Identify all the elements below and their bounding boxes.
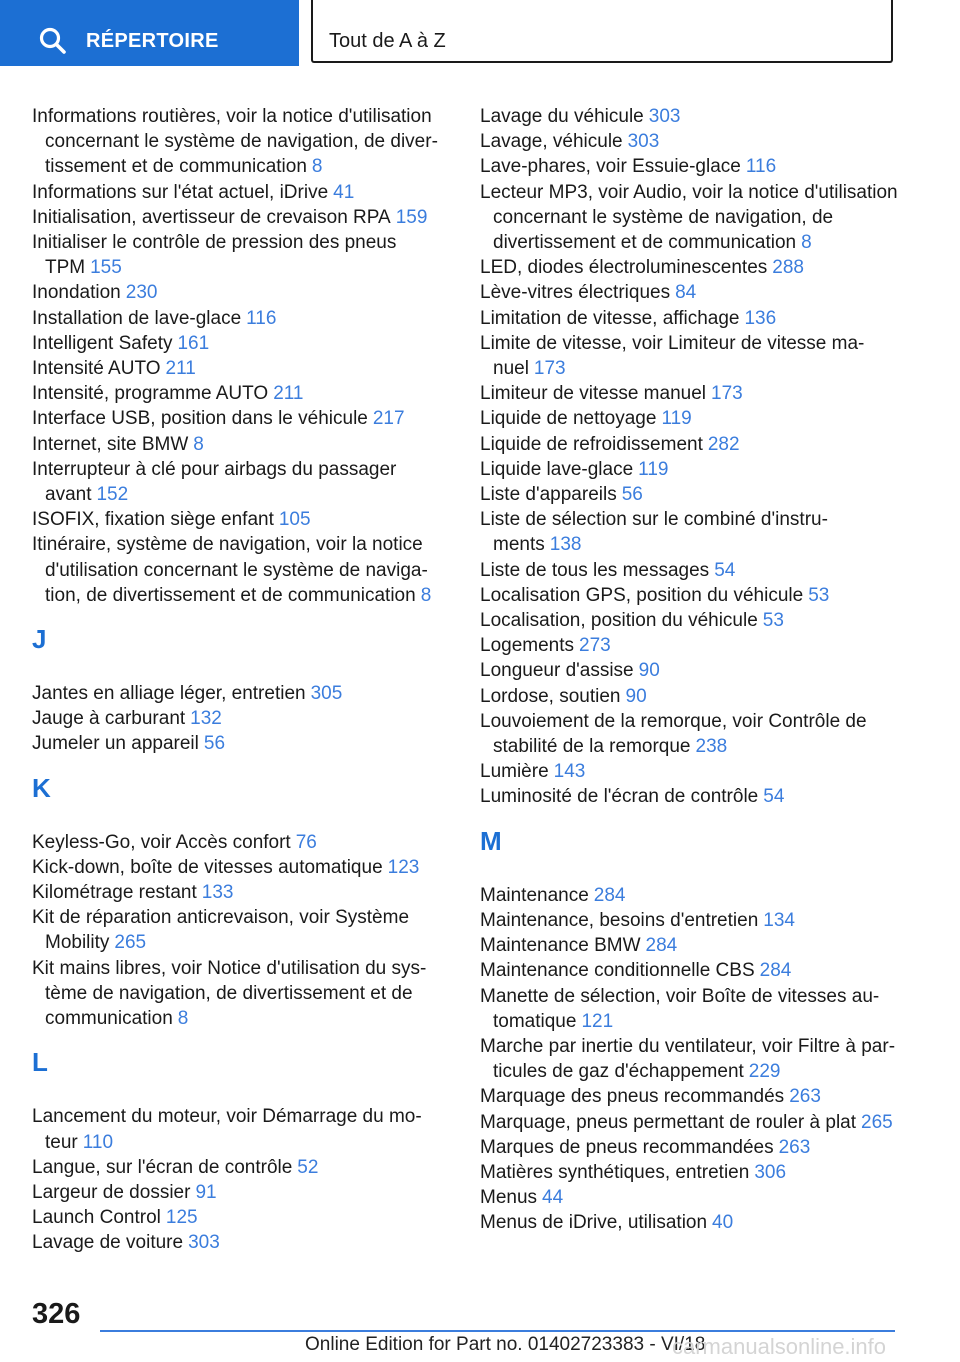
index-entry bbox=[480, 1034, 900, 1084]
index-entry bbox=[480, 933, 900, 958]
page-link[interactable]: 76 bbox=[295, 831, 317, 853]
index-entry bbox=[32, 905, 452, 955]
index-entry-text: Liquide de refroidissement bbox=[480, 433, 703, 455]
index-entry-text: Marques de pneus recommandées bbox=[480, 1136, 774, 1158]
index-entry bbox=[480, 784, 900, 809]
page-link[interactable]: 8 bbox=[311, 156, 323, 178]
index-entry bbox=[480, 507, 900, 557]
index-entry bbox=[32, 306, 452, 331]
index-entry-text: Localisation, position du véhicule bbox=[480, 610, 758, 632]
index-entry-text: Lancement du moteur, voir Démarrage du moteur bbox=[32, 1106, 422, 1153]
index-entry bbox=[480, 280, 900, 305]
index-entry-text: Kick-down, boîte de vitesses automatique bbox=[32, 856, 383, 878]
page-link[interactable]: 84 bbox=[675, 282, 697, 304]
index-entry-text: Limiteur de vitesse manuel bbox=[480, 383, 706, 405]
index-entry bbox=[480, 1135, 900, 1160]
page-link[interactable]: 265 bbox=[861, 1111, 893, 1133]
index-entry bbox=[480, 608, 900, 633]
page-link[interactable]: 305 bbox=[310, 683, 343, 705]
page-link[interactable]: 90 bbox=[625, 685, 647, 707]
page-link[interactable]: 217 bbox=[372, 408, 405, 430]
index-entry-text: Interface USB, position dans le véhicule bbox=[32, 408, 368, 430]
index-letter-heading: M bbox=[480, 825, 502, 856]
index-entry-text: Liste d'appareils bbox=[480, 484, 617, 506]
index-entry-text: Lavage de voiture bbox=[32, 1232, 184, 1254]
index-entry-text: Lève-vitres électriques bbox=[480, 282, 671, 304]
page-link[interactable]: 173 bbox=[533, 358, 566, 380]
index-entry bbox=[32, 1104, 452, 1154]
index-entry-text: Localisation GPS, position du véhicule bbox=[480, 584, 804, 606]
page-link[interactable]: 40 bbox=[712, 1212, 734, 1234]
index-entry-text: Maintenance conditionnelle CBS bbox=[480, 960, 755, 982]
page-link[interactable]: 121 bbox=[581, 1010, 614, 1032]
index-entry-text: Menus bbox=[480, 1187, 538, 1209]
page-link[interactable]: 110 bbox=[82, 1131, 114, 1153]
index-entry bbox=[32, 432, 452, 457]
index-entry bbox=[480, 558, 900, 583]
index-entry-text: Lecteur MP3, voir Audio, voir la notice d'utilisation concernant le système de navigation, de divertissement et de communication bbox=[480, 181, 898, 254]
page-link[interactable]: 41 bbox=[333, 181, 355, 203]
index-entry bbox=[480, 482, 900, 507]
index-entry-text: Jumeler un appareil bbox=[32, 733, 199, 755]
footer-rule bbox=[100, 1330, 895, 1332]
index-entry-text: Limite de vitesse, voir Limiteur de vitesse manuel bbox=[480, 332, 865, 380]
page-link[interactable]: 53 bbox=[762, 610, 784, 632]
index-entry bbox=[32, 1155, 452, 1180]
index-entry-text: Longueur d'assise bbox=[480, 660, 634, 682]
index-entry bbox=[480, 709, 900, 759]
page-link[interactable]: 119 bbox=[661, 408, 692, 430]
index-entry bbox=[480, 1110, 900, 1135]
index-entry bbox=[480, 432, 900, 457]
page-link[interactable]: 90 bbox=[638, 660, 660, 682]
search-icon bbox=[38, 26, 68, 56]
page-link[interactable]: 125 bbox=[165, 1207, 198, 1229]
index-entry bbox=[32, 280, 452, 305]
index-entry bbox=[480, 255, 900, 280]
page-link[interactable]: 173 bbox=[711, 383, 743, 405]
page-link[interactable]: 159 bbox=[395, 206, 428, 228]
page-link[interactable]: 54 bbox=[714, 559, 736, 581]
index-entry bbox=[480, 381, 900, 406]
page-link[interactable]: 132 bbox=[190, 708, 222, 730]
index-entry-text: Lavage, véhicule bbox=[480, 131, 623, 153]
index-entry-text: Marquage, pneus permettant de rouler à plat bbox=[480, 1111, 857, 1133]
index-entry bbox=[480, 684, 900, 709]
page-link[interactable]: 116 bbox=[246, 307, 277, 329]
index-entry-text: Lordose, soutien bbox=[480, 685, 621, 707]
page-link[interactable]: 155 bbox=[90, 257, 122, 279]
page-link[interactable]: 134 bbox=[763, 909, 795, 931]
page-link[interactable]: 273 bbox=[579, 635, 611, 657]
index-entry-text: Itinéraire, système de navigation, voir la notice d'utilisation concernant le système de navigation, de divertissement et de communication bbox=[32, 534, 428, 606]
page-link[interactable]: 91 bbox=[195, 1181, 217, 1203]
index-entry bbox=[480, 457, 900, 482]
index-entry bbox=[480, 1185, 900, 1210]
index-entry bbox=[480, 406, 900, 431]
index-entry-text: Liste de tous les messages bbox=[480, 559, 710, 581]
index-search-label: RÉPERTOIRE bbox=[86, 30, 219, 52]
index-entry bbox=[32, 331, 452, 356]
index-entry bbox=[32, 356, 452, 381]
page-link[interactable]: 238 bbox=[695, 736, 728, 758]
index-entry-text: Interrupteur à clé pour airbags du passager avant bbox=[32, 458, 397, 506]
page-link[interactable]: 265 bbox=[114, 932, 147, 954]
index-entry-text: Lavage du véhicule bbox=[480, 106, 644, 127]
page-link[interactable]: 284 bbox=[593, 884, 626, 906]
index-entry bbox=[480, 1210, 900, 1235]
page-link[interactable]: 143 bbox=[553, 761, 586, 783]
index-letter-heading: L bbox=[32, 1047, 48, 1078]
page-link[interactable]: 284 bbox=[645, 935, 678, 957]
watermark: carmanualsonline.info bbox=[672, 1334, 887, 1359]
index-entry bbox=[480, 883, 900, 908]
index-entry bbox=[480, 984, 900, 1034]
page-link[interactable]: 53 bbox=[808, 584, 830, 606]
page-link[interactable]: 161 bbox=[177, 332, 210, 354]
index-entry bbox=[32, 1230, 452, 1255]
index-entry-text: Maintenance, besoins d'entretien bbox=[480, 909, 759, 931]
index-entry-text: Marche par inertie du ventilateur, voir Filtre à particules de gaz d'échappement bbox=[480, 1035, 896, 1083]
index-entry bbox=[32, 406, 452, 431]
index-entry-text: Logements bbox=[480, 635, 575, 657]
page-link[interactable]: 303 bbox=[627, 131, 660, 153]
index-entry-text: Lave-phares, voir Essuie-glace bbox=[480, 156, 741, 178]
index-entry-text: Kit mains libres, voir Notice d'utilisation du système de navigation, de divertissement et de communication bbox=[32, 957, 427, 1030]
index-entry-text: Maintenance BMW bbox=[480, 935, 641, 957]
index-entry-text: Initialisation, avertisseur de crevaison RPA bbox=[32, 206, 391, 228]
index-entry-text: Inondation bbox=[32, 282, 121, 304]
index-entry-text: Marquage des pneus recommandés bbox=[480, 1086, 785, 1108]
index-entry bbox=[32, 956, 452, 1032]
index-entry bbox=[32, 205, 452, 230]
index-entry-text: Liquide de nettoyage bbox=[480, 408, 657, 430]
index-column-left bbox=[32, 104, 452, 1256]
index-entry-text: Liquide lave-glace bbox=[480, 458, 634, 480]
index-entry bbox=[480, 306, 900, 331]
page-link[interactable]: 152 bbox=[96, 484, 129, 506]
page-link[interactable]: 263 bbox=[789, 1086, 821, 1108]
index-entry-text: Internet, site BMW bbox=[32, 433, 189, 455]
index-entry bbox=[480, 129, 900, 154]
index-letter-heading: J bbox=[32, 624, 47, 655]
index-search-button[interactable] bbox=[0, 0, 299, 66]
page-link[interactable]: 105 bbox=[278, 509, 311, 531]
index-entry-text: Informations routières, voir la notice d'utilisation concernant le système de navigation, de divertissement et de communication bbox=[32, 106, 438, 178]
index-entry-text: Lumière bbox=[480, 761, 549, 783]
index-entry bbox=[32, 507, 452, 532]
page-link[interactable]: 263 bbox=[778, 1136, 811, 1158]
page-link[interactable]: 8 bbox=[420, 584, 432, 606]
page-link[interactable]: 133 bbox=[201, 882, 234, 904]
page-link[interactable]: 282 bbox=[707, 433, 740, 455]
index-entry-text: Informations sur l'état actuel, iDrive bbox=[32, 181, 329, 203]
index-entry-text: Largeur de dossier bbox=[32, 1181, 191, 1203]
index-entry-text: Louvoiement de la remorque, voir Contrôle de stabilité de la remorque bbox=[480, 710, 867, 758]
index-entry bbox=[480, 180, 900, 256]
page-link[interactable]: 211 bbox=[273, 383, 304, 405]
page-link[interactable]: 54 bbox=[763, 786, 785, 808]
index-entry-text: Limitation de vitesse, affichage bbox=[480, 307, 740, 329]
page-link[interactable]: 303 bbox=[188, 1232, 220, 1254]
index-entry-text: Manette de sélection, voir Boîte de vitesses automatique bbox=[480, 985, 880, 1032]
index-entry bbox=[32, 681, 452, 706]
index-entry bbox=[32, 104, 452, 180]
page-link[interactable]: 8 bbox=[801, 232, 812, 254]
index-entry bbox=[480, 1160, 900, 1185]
index-entry-text: LED, diodes électroluminescentes bbox=[480, 257, 768, 279]
index-entry bbox=[480, 104, 900, 129]
page-link[interactable]: 8 bbox=[193, 433, 204, 455]
index-entry bbox=[32, 855, 452, 880]
index-letter-heading: K bbox=[32, 772, 51, 803]
index-entry-text: Kit de réparation anticrevaison, voir Système Mobility bbox=[32, 907, 410, 954]
index-entry-text: Langue, sur l'écran de contrôle bbox=[32, 1156, 293, 1178]
page-link[interactable]: 44 bbox=[542, 1187, 564, 1209]
index-entry-text: Menus de iDrive, utilisation bbox=[480, 1212, 708, 1234]
breadcrumb-label: Tout de A à Z bbox=[329, 30, 446, 52]
page-link[interactable]: 136 bbox=[744, 307, 777, 329]
index-entry-text: Keyless-Go, voir Accès confort bbox=[32, 831, 291, 853]
index-entry bbox=[480, 658, 900, 683]
index-entry-text: Installation de lave-glace bbox=[32, 307, 242, 329]
index-entry-text: Kilométrage restant bbox=[32, 882, 197, 904]
page-link[interactable]: 306 bbox=[754, 1161, 787, 1183]
index-entry-text: Intensité, programme AUTO bbox=[32, 383, 269, 405]
index-entry bbox=[32, 731, 452, 756]
index-entry bbox=[480, 759, 900, 784]
index-entry-text: Maintenance bbox=[480, 884, 589, 906]
index-entry bbox=[480, 958, 900, 983]
index-entry bbox=[32, 706, 452, 731]
index-entry bbox=[32, 830, 452, 855]
breadcrumb bbox=[311, 0, 893, 63]
edition-text: Online Edition for Part no. 01402723383 - VI/18 bbox=[305, 1334, 706, 1355]
page-link[interactable]: 119 bbox=[638, 458, 669, 480]
index-entry-text: ISOFIX, fixation siège enfant bbox=[32, 509, 274, 531]
page-link[interactable]: 56 bbox=[621, 484, 643, 506]
index-entry bbox=[480, 331, 900, 381]
page-link[interactable]: 288 bbox=[772, 257, 804, 279]
index-entry-text: Luminosité de l'écran de contrôle bbox=[480, 786, 759, 808]
page-link[interactable]: 303 bbox=[648, 106, 681, 127]
index-entry bbox=[32, 880, 452, 905]
page-link[interactable]: 229 bbox=[748, 1061, 781, 1083]
index-entry bbox=[32, 457, 452, 507]
index-entry bbox=[480, 1084, 900, 1109]
page-link[interactable]: 284 bbox=[759, 960, 792, 982]
page-link[interactable]: 211 bbox=[165, 358, 196, 380]
page-number: 326 bbox=[32, 1298, 81, 1330]
index-entry bbox=[32, 180, 452, 205]
page-link[interactable]: 56 bbox=[203, 733, 226, 755]
index-entry-text: Liste de sélection sur le combiné d'instruments bbox=[480, 509, 828, 556]
index-entry-text: Intensité AUTO bbox=[32, 358, 161, 380]
index-entry bbox=[32, 230, 452, 280]
index-entry bbox=[32, 1205, 452, 1230]
index-entry-text: Jantes en alliage léger, entretien bbox=[32, 683, 306, 705]
index-entry bbox=[480, 633, 900, 658]
index-column-right bbox=[480, 104, 900, 1236]
index-entry bbox=[480, 583, 900, 608]
index-entry bbox=[32, 532, 452, 608]
index-entry bbox=[480, 908, 900, 933]
page-link[interactable]: 230 bbox=[125, 282, 158, 304]
index-entry-text: Launch Control bbox=[32, 1207, 161, 1229]
page-link[interactable]: 123 bbox=[387, 856, 420, 878]
index-entry-text: Initialiser le contrôle de pression des pneus TPM bbox=[32, 232, 397, 279]
index-entry-text: Matières synthétiques, entretien bbox=[480, 1161, 750, 1183]
index-entry-text: Intelligent Safety bbox=[32, 332, 173, 354]
page-link[interactable]: 116 bbox=[745, 156, 777, 178]
page-link[interactable]: 138 bbox=[549, 534, 582, 556]
index-entry bbox=[480, 154, 900, 179]
page-link[interactable]: 8 bbox=[177, 1008, 189, 1030]
index-entry bbox=[32, 1180, 452, 1205]
page-link[interactable]: 52 bbox=[297, 1156, 319, 1178]
index-entry-text: Jauge à carburant bbox=[32, 708, 186, 730]
index-entry bbox=[32, 381, 452, 406]
